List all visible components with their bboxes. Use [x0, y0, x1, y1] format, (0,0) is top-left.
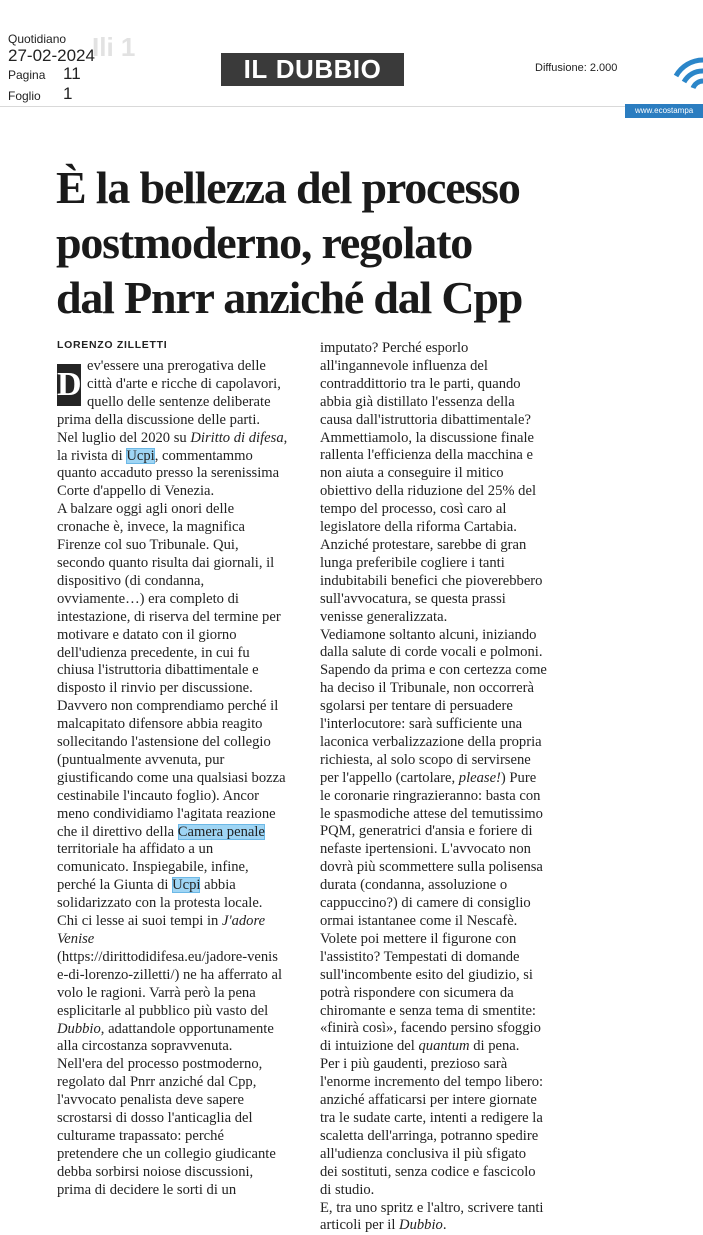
text-line: ev'essere una prerogativa delle [87, 358, 266, 374]
text-line: chiromante e senza tema di smentite: [320, 1002, 536, 1019]
author-byline: LORENZO ZILLETTI [57, 339, 168, 351]
text-line: richiesta, al solo scopo di servirsene [320, 751, 531, 768]
text-line: dell'udienza precedente, in cui fu [57, 644, 250, 661]
text-line: Anziché protestare, sarebbe di gran [320, 536, 527, 553]
text-line: dei sostituti, senza codice e fascicolo [320, 1163, 536, 1180]
text-line: le spasmodiche attese del temutissimo [320, 805, 543, 822]
text-line: all'udienza conclusiva il più sfigato [320, 1145, 527, 1162]
title-line: È la bellezza del processo [56, 162, 520, 213]
text-line: chiusa l'istruttoria dibattimentale e [57, 662, 259, 679]
ghost-text: Ili 1 [92, 32, 136, 62]
text-line: causa dall'istruttoria dibattimentale? [320, 411, 531, 428]
text-line: città d'arte e ricche di capolavori, [87, 375, 281, 392]
text-line: perché la Giunta di Ucpi abbia [57, 877, 236, 894]
text-line: Davvero non comprendiamo perché il [57, 698, 279, 715]
text-line: sollecitando l'astensione del collegio [57, 734, 271, 751]
article-column-1 [57, 358, 302, 1200]
text-line: Corte d'appello di Venezia. [57, 483, 215, 500]
text-line: scrostarsi di dosso l'anticaglia del [57, 1110, 253, 1127]
issue-date: 27-02-2024 [8, 46, 95, 65]
text-line: all'ingannevole influenza del [320, 357, 488, 374]
text-line: potrà rispondere con sicumera da [320, 984, 514, 1001]
text-line: culturame trapassato: perché [57, 1127, 224, 1144]
logo-il: IL [243, 54, 268, 84]
pagina-label: Pagina [8, 68, 46, 82]
text-line: abbia già distillato l'essenza della [320, 393, 515, 410]
text-line: Dubbio, adattandole opportunamente [57, 1020, 274, 1037]
text-line: anziché affaticarsi per intere giornate [320, 1092, 537, 1109]
text-line: scaletta dell'arringa, potranno spedire [320, 1127, 539, 1144]
text-line: dovrà più scommettere sulla polisensa [320, 859, 543, 876]
text-line: Nel luglio del 2020 su Diritto di difesa, [57, 429, 288, 446]
text-line: meno condividiamo l'agitata reazione [57, 805, 276, 822]
text-line: sull'avvocatura, se questa prassi [320, 590, 506, 607]
text-line: «finirà così», facendo persino sfoggio [320, 1020, 541, 1037]
highlight-camera-penale: Camera penale [177, 823, 265, 840]
text-line: malcapitato difensore abbia reagito [57, 716, 263, 733]
text-line: imputato? Perché esporlo [320, 340, 469, 356]
text-line: le coronarie ringrazieranno: basta con [320, 787, 541, 804]
text-line: Vediamone soltanto alcuni, iniziando [320, 626, 537, 643]
text-line: indubitabili benefici che pioverebbero [320, 572, 543, 589]
text-line: di studio. [320, 1181, 375, 1198]
text-line: E, tra uno spritz e l'altro, scrivere tanti [320, 1199, 544, 1216]
outlet-label: Quotidiano [8, 32, 67, 46]
text-line: pretendere che un collegio giudicante [57, 1145, 276, 1162]
text-line: tempo del processo, così caro al [320, 501, 507, 518]
highlight-ucpi: Ucpi [172, 877, 201, 894]
title-line: postmoderno, regolato [56, 217, 473, 268]
text-line: cestinabile l'incauto foglio). Ancor [57, 787, 260, 804]
text-line: volo le ragioni. Varrà però la pena [57, 984, 256, 1001]
text-line: territoriale ha affidato a un [57, 841, 214, 858]
text-line: Firenze col suo Tribunale. Qui, [57, 537, 239, 554]
text-line: nefaste ipertensioni. L'avvocato non [320, 841, 531, 858]
watermark-bar: www.ecostampa [625, 104, 703, 118]
drop-cap: D [57, 364, 81, 406]
text-line: ha deciso il Tribunale, non occorrerà [320, 680, 534, 697]
wifi-icon [672, 40, 703, 96]
text-line: intestazione, di riserva del termine per [57, 608, 281, 625]
text-line: durata (condanna, assoluzione o [320, 877, 508, 894]
text-line: Volete poi mettere il figurone con [320, 930, 517, 947]
text-line: ormai istantanee come il Nescafè. [320, 913, 518, 929]
text-line: debba sorbirsi noiose discussioni, [57, 1163, 254, 1180]
text-line: lunga preferibile cogliere i tanti [320, 554, 505, 571]
text-line: giustificando come una qualsiasi bozza [57, 769, 286, 786]
text-line: alla circostanza sopravvenuta. [57, 1038, 233, 1055]
text-line: cappuccino?) di camere di consiglio [320, 895, 531, 912]
text-line: Ammettiamolo, la discussione finale [320, 429, 534, 446]
text-line: Nell'era del processo postmoderno, [57, 1056, 263, 1073]
text-line: quanto accaduto presso la serenissima [57, 465, 280, 482]
text-line: prima della discussione delle parti. [57, 411, 261, 428]
text-line: sgolarsi per tentare di persuadere [320, 698, 513, 715]
text-line: regolato dal Pnrr anziché dal Cpp, [57, 1074, 257, 1091]
text-line: ovviamente…) era completo di [57, 590, 239, 607]
text-line: l'assistito? Tempestati di domande [320, 948, 520, 965]
text-line: venisse generalizzata. [320, 608, 448, 625]
text-line: tra le sudate carte, intenti a redigere la [320, 1109, 543, 1126]
text-line: disposto il rinvio per discussione. [57, 680, 253, 697]
text-line: la rivista di Ucpi, commentammo [57, 447, 253, 464]
text-line: A balzare oggi agli onori delle [57, 501, 235, 518]
article-column-2 [320, 340, 582, 1235]
text-line: esplicitarle al pubblico più vasto del [57, 1002, 269, 1019]
text-line: dalla salute di corde vocali e polmoni. [320, 644, 543, 661]
text-line: l'interlocutore: sarà sufficiente una [320, 716, 523, 733]
highlight-ucpi: Ucpi [126, 447, 155, 464]
text-line: PQM, generatrici d'ansia e foriere di [320, 823, 533, 840]
text-line: (puntualmente avvenuta, pur [57, 751, 225, 768]
foglio-value: 1 [63, 84, 73, 103]
text-line: legislatore della riforma Cartabia. [320, 519, 517, 536]
text-line: Sapendo da prima e con certezza come [320, 662, 547, 679]
text-line: solidarizzato con la protesta locale. [57, 895, 263, 912]
diffusione: Diffusione: 2.000 [535, 62, 618, 74]
article-title [56, 160, 616, 325]
text-line: l'avvocato penalista deve sapere [57, 1092, 244, 1109]
text-line: obiettivo della riduzione del 25% del [320, 483, 537, 500]
text-line: Per i più gaudenti, prezioso sarà [320, 1056, 508, 1073]
text-line: comunicato. Inspiegabile, infine, [57, 859, 249, 876]
text-line: non aiuta a conseguire il mitico [320, 465, 504, 482]
text-line: e-di-lorenzo-zilletti/) ne ha afferrato al [57, 966, 282, 983]
text-line: l'enorme incremento del tempo libero: [320, 1074, 544, 1091]
text-line: secondo quanto risulta dai giornali, il [57, 554, 275, 571]
text-line: contraddittorio tra le parti, quando [320, 375, 521, 392]
text-line: quello delle sentenze deliberate [87, 393, 271, 410]
text-line: per l'appello (cartolare, please!) Pure [320, 769, 537, 786]
text-line: laconica verbalizzazione della propria [320, 733, 542, 750]
text-line: prima di decidere le sorti di un [57, 1181, 237, 1198]
logo-dubbio: DUBBIO [275, 54, 382, 84]
text-line: (https://dirittodidifesa.eu/jadore-venis [57, 948, 278, 965]
text-line: di intuizione del quantum di pena. [320, 1038, 520, 1055]
text-line: motivare e datato con il giorno [57, 626, 237, 643]
text-line: Venise [57, 931, 95, 947]
text-line: articoli per il Dubbio. [320, 1217, 447, 1234]
header-divider [0, 106, 703, 107]
text-line: che il direttivo della Camera penale [57, 823, 265, 840]
text-line: cronache è, invece, la magnifica [57, 519, 245, 536]
pagina-value: 11 [63, 64, 81, 83]
newspaper-logo [221, 53, 404, 86]
title-line: dal Pnrr anziché dal Cpp [56, 272, 523, 323]
text-line: Chi ci lesse ai suoi tempi in J'adore [57, 913, 266, 930]
foglio-label: Foglio [8, 89, 41, 103]
text-line: rallenta l'efficienza della macchina e [320, 447, 534, 464]
text-line: sull'incombente esito del giudizio, si [320, 966, 533, 983]
text-line: dispositivo (di condanna, [57, 572, 205, 589]
